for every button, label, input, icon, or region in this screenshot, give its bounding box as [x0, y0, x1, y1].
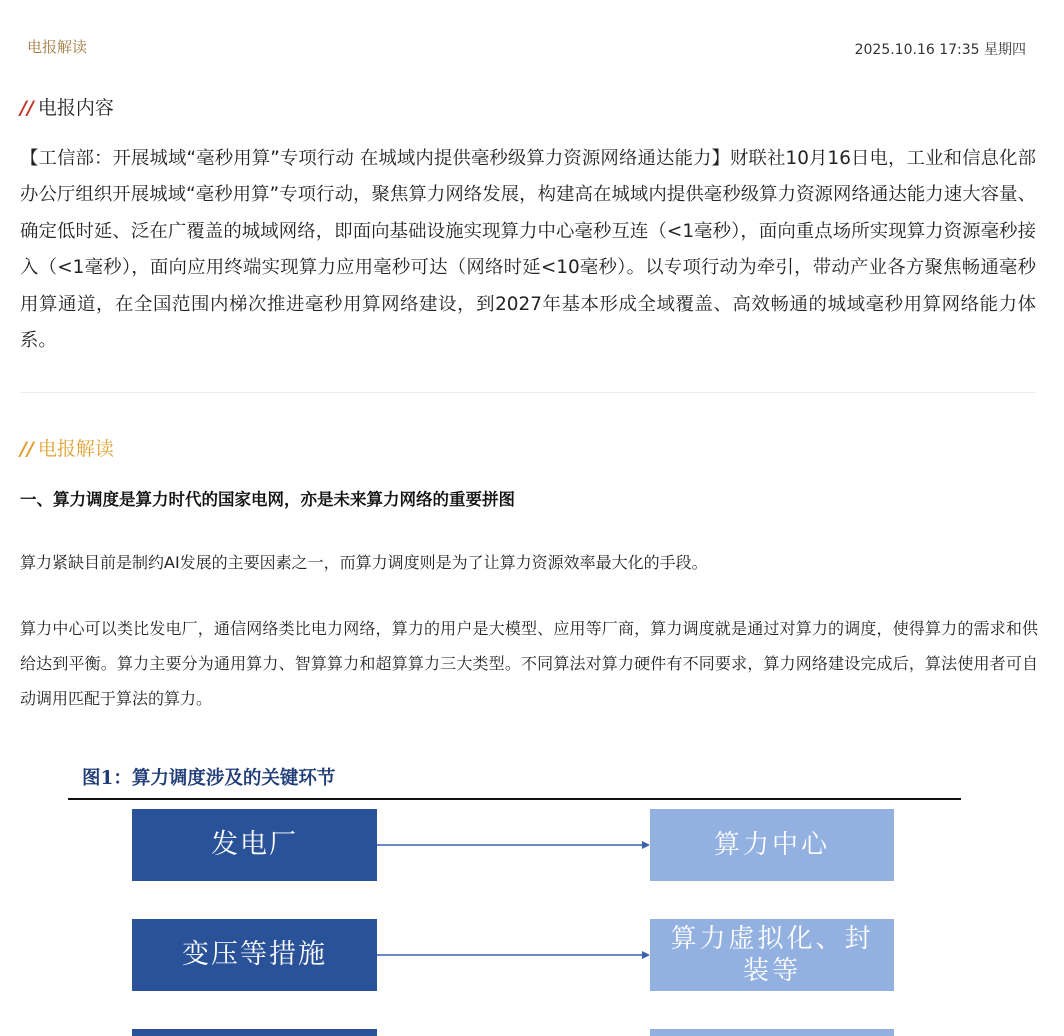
- diagram-box-power-plant: 发电厂: [132, 809, 377, 881]
- section-divider: [20, 392, 1036, 393]
- category-label[interactable]: 电报解读: [27, 38, 88, 56]
- figure-diagram: [0, 750, 1064, 1036]
- section-heading-analysis: [20, 434, 114, 461]
- section-marker-icon: //: [20, 438, 34, 460]
- figure-title-rule: [68, 798, 961, 800]
- section-title: 电报内容: [37, 97, 114, 119]
- analysis-paragraph: 算力中心可以类比发电厂，通信网络类比电力网络，算力的用户是大模型、应用等厂商，算力调度就是通过对算力的调度，使得算力的需求和供给达到平衡。算力主要分为通用算力、智算算力和超算算力三大类型。不同算法对算力硬件有不同要求，算力网络建设完成后，算法使用者可自动调用匹配于算法的算力。: [20, 619, 1038, 708]
- diagram-box-transform-measures: 变压等措施: [132, 919, 377, 991]
- section-marker-icon: //: [20, 97, 34, 119]
- arrow-icon: [377, 840, 650, 850]
- diagram-box-virtualization: 算力虚拟化、封装等: [650, 919, 894, 991]
- diagram-box-row3-left: [132, 1029, 377, 1036]
- arrow-icon: [377, 950, 650, 960]
- article-header: [0, 0, 1064, 90]
- publish-datetime: 2025.10.16 17:35 星期四: [854, 42, 1026, 58]
- section-title: 电报解读: [37, 438, 114, 460]
- diagram-box-computing-center: 算力中心: [650, 809, 894, 881]
- diagram-box-row3-right: [650, 1029, 894, 1036]
- analysis-paragraph: 算力紧缺目前是制约AI发展的主要因素之一，而算力调度则是为了让算力资源效率最大化的手段。: [20, 553, 708, 572]
- section-heading-content: [20, 93, 114, 120]
- telegram-body: 【工信部：开展城域“毫秒用算”专项行动 在城域内提供毫秒级算力资源网络通达能力】财联社10月16日电，工业和信息化部办公厅组织开展城域“毫秒用算”专项行动，聚焦算力网络发展，构建高在城域内提供毫秒级算力资源网络通达能力速大容量、确定低时延、泛在广覆盖的城域网络，即面向基础设施实现算力中心毫秒互连（<1毫秒），面向重点场所实现算力资源毫秒接入（<1毫秒），面向应用终端实现算力应用毫秒可达（网络时延<10毫秒）。以专项行动为牵引，带动产业各方聚焦畅通毫秒用算通道，在全国范围内梯次推进毫秒用算网络建设，到2027年基本形成全域覆盖、高效畅通的城域毫秒用算网络能力体系。: [20, 148, 1036, 352]
- figure-title: 图1：算力调度涉及的关键环节: [82, 768, 336, 789]
- analysis-subtitle: 一、算力调度是算力时代的国家电网，亦是未来算力网络的重要拼图: [20, 490, 515, 509]
